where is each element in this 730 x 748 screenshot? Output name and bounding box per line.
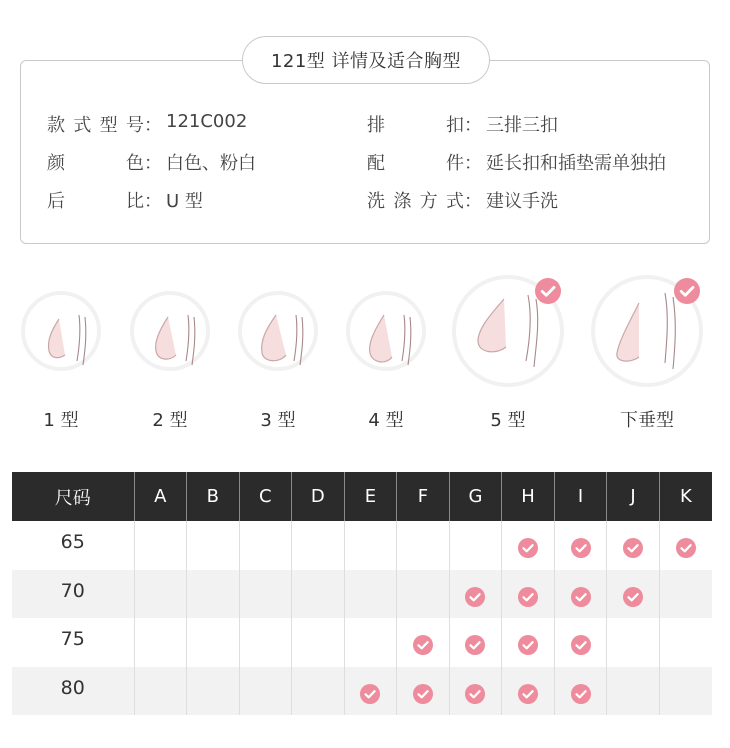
size-cell xyxy=(344,521,397,570)
detail-item xyxy=(47,149,256,175)
check-circle-icon xyxy=(518,684,538,704)
cup-header: D xyxy=(292,472,345,521)
check-circle-icon xyxy=(360,684,380,704)
table-row xyxy=(12,618,712,667)
breast-shape-icon xyxy=(130,291,210,371)
size-cell xyxy=(449,618,502,667)
detail-item xyxy=(367,149,666,175)
check-circle-icon xyxy=(623,538,643,558)
cup-header: I xyxy=(554,472,607,521)
size-cell xyxy=(397,618,450,667)
size-cell xyxy=(554,618,607,667)
shape-label: 1 型 xyxy=(43,410,79,431)
details-grid xyxy=(47,111,697,225)
detail-colon: ： xyxy=(464,153,482,174)
detail-colon: ： xyxy=(144,115,162,136)
size-cell xyxy=(292,618,345,667)
cup-header: G xyxy=(449,472,502,521)
detail-item xyxy=(367,111,558,137)
shape-label: 2 型 xyxy=(152,410,188,431)
cup-header: E xyxy=(344,472,397,521)
band-size: 75 xyxy=(12,618,134,667)
detail-label: 配件 xyxy=(367,153,464,174)
detail-label: 排扣 xyxy=(367,115,464,136)
size-cell xyxy=(449,667,502,716)
detail-colon: ： xyxy=(464,115,482,136)
size-cell xyxy=(134,667,187,716)
check-circle-icon xyxy=(674,278,700,304)
size-cell xyxy=(607,570,660,619)
size-cell xyxy=(134,521,187,570)
check-circle-icon xyxy=(465,587,485,607)
size-cell xyxy=(502,618,555,667)
size-cell xyxy=(449,521,502,570)
size-cell xyxy=(344,570,397,619)
size-cell xyxy=(187,618,240,667)
detail-item xyxy=(47,187,203,213)
cup-header: K xyxy=(659,472,712,521)
size-cell xyxy=(292,570,345,619)
details-row xyxy=(47,111,697,149)
details-card xyxy=(20,60,710,244)
size-cell xyxy=(344,667,397,716)
check-circle-icon xyxy=(535,278,561,304)
details-row xyxy=(47,149,697,187)
shape-label: 5 型 xyxy=(490,410,526,431)
detail-item xyxy=(367,187,558,213)
size-cell xyxy=(502,570,555,619)
size-cell xyxy=(449,570,502,619)
detail-colon: ： xyxy=(144,153,162,174)
cup-header: C xyxy=(239,472,292,521)
table-row xyxy=(12,570,712,619)
size-cell xyxy=(187,521,240,570)
cup-header: B xyxy=(187,472,240,521)
size-cell xyxy=(397,521,450,570)
size-table-header xyxy=(12,472,712,521)
band-size: 65 xyxy=(12,521,134,570)
check-circle-icon xyxy=(465,635,485,655)
size-cell xyxy=(397,667,450,716)
check-circle-icon xyxy=(571,635,591,655)
table-row xyxy=(12,667,712,716)
size-cell xyxy=(344,618,397,667)
detail-colon: ： xyxy=(464,191,482,212)
detail-label: 颜色 xyxy=(47,153,144,174)
size-cell xyxy=(502,521,555,570)
detail-value: 建议手洗 xyxy=(486,191,558,212)
cup-header: A xyxy=(134,472,187,521)
check-circle-icon xyxy=(623,587,643,607)
page-title: 121型 详情及适合胸型 xyxy=(242,36,490,84)
shape-label: 下垂型 xyxy=(620,410,674,431)
cup-header: F xyxy=(397,472,450,521)
size-cell xyxy=(554,667,607,716)
check-circle-icon xyxy=(518,635,538,655)
size-cell xyxy=(607,521,660,570)
size-cell xyxy=(554,521,607,570)
size-cell xyxy=(134,570,187,619)
size-cell xyxy=(292,667,345,716)
detail-colon: ： xyxy=(144,191,162,212)
detail-label: 后比 xyxy=(47,191,144,212)
breast-shape-icon xyxy=(346,291,426,371)
size-table-body xyxy=(12,521,712,715)
size-cell xyxy=(239,570,292,619)
cup-header: J xyxy=(607,472,660,521)
detail-label: 款式型号 xyxy=(47,115,144,136)
detail-item xyxy=(47,111,247,137)
check-circle-icon xyxy=(518,587,538,607)
check-circle-icon xyxy=(676,538,696,558)
size-cell xyxy=(607,667,660,716)
detail-value: 白色、粉白 xyxy=(166,153,256,174)
breast-shape-icon xyxy=(238,291,318,371)
size-cell xyxy=(187,667,240,716)
check-circle-icon xyxy=(571,587,591,607)
check-circle-icon xyxy=(465,684,485,704)
shape-label: 4 型 xyxy=(368,410,404,431)
size-cell xyxy=(187,570,240,619)
size-cell xyxy=(659,618,712,667)
size-cell xyxy=(239,521,292,570)
size-cell xyxy=(554,570,607,619)
check-circle-icon xyxy=(413,635,433,655)
size-cell xyxy=(134,618,187,667)
size-cell xyxy=(239,667,292,716)
size-header-label: 尺码 xyxy=(12,472,134,521)
band-size: 70 xyxy=(12,570,134,619)
size-cell xyxy=(659,667,712,716)
size-cell xyxy=(659,570,712,619)
size-table xyxy=(12,472,712,715)
size-cell xyxy=(397,570,450,619)
size-cell xyxy=(659,521,712,570)
detail-label: 洗涤方式 xyxy=(367,191,464,212)
band-size: 80 xyxy=(12,667,134,716)
details-row xyxy=(47,187,697,225)
check-circle-icon xyxy=(413,684,433,704)
check-circle-icon xyxy=(571,538,591,558)
cup-header: H xyxy=(502,472,555,521)
detail-value: U 型 xyxy=(166,191,203,212)
breast-shape-icon xyxy=(21,291,101,371)
shape-label: 3 型 xyxy=(260,410,296,431)
detail-value: 三排三扣 xyxy=(486,115,558,136)
table-row xyxy=(12,521,712,570)
size-cell xyxy=(502,667,555,716)
size-cell xyxy=(239,618,292,667)
check-circle-icon xyxy=(571,684,591,704)
check-circle-icon xyxy=(518,538,538,558)
detail-value: 121C002 xyxy=(166,111,248,132)
size-cell xyxy=(292,521,345,570)
detail-value: 延长扣和插垫需单独拍 xyxy=(486,153,666,174)
size-cell xyxy=(607,618,660,667)
